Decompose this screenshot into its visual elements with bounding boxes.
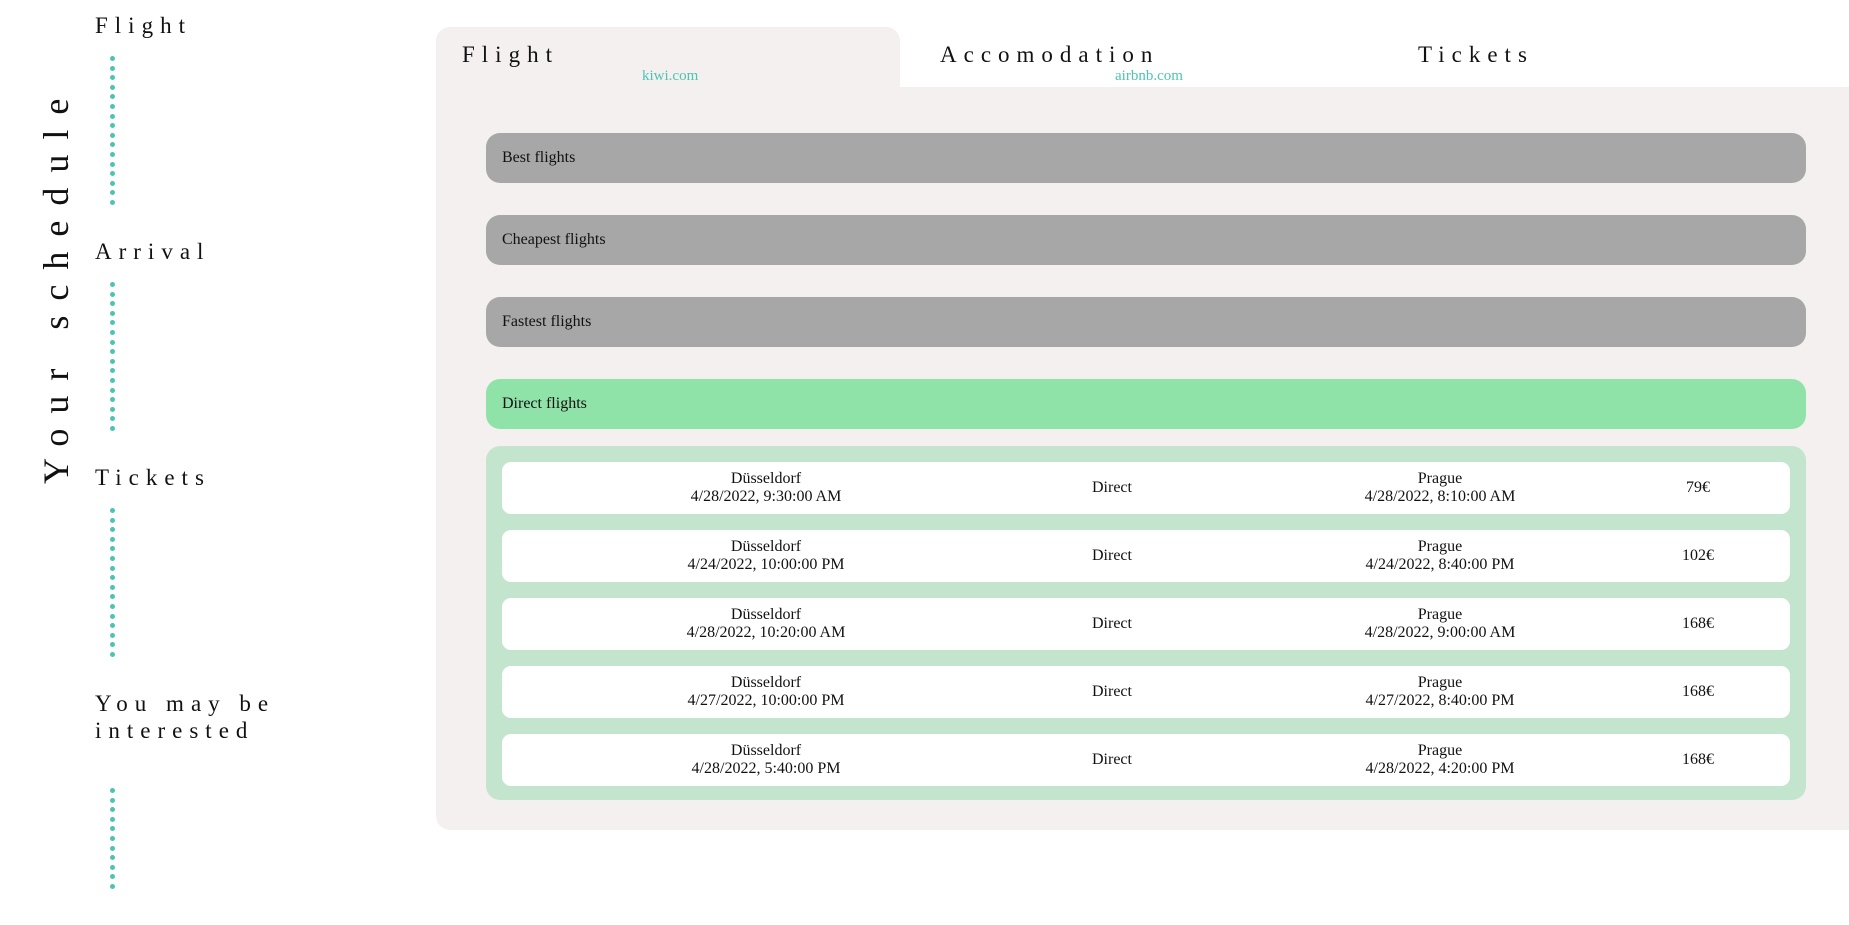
flight-price: 79€ [1686,479,1710,496]
tab-flight-label: Flight [462,42,559,67]
step-flight[interactable]: Flight [95,13,192,38]
timeline-dot [110,585,115,590]
timeline-dot [110,508,115,513]
arrival-time: 4/24/2022, 8:40:00 PM [1365,556,1515,573]
flight-destination [1310,734,1570,786]
timeline-dot [110,846,115,851]
flight-origin [636,734,896,786]
flight-row[interactable] [502,734,1790,786]
tab-flight-provider-link[interactable]: kiwi.com [642,68,699,84]
timeline-dot [110,181,115,186]
flight-price: 168€ [1682,615,1714,632]
filter-cheapest-flights[interactable]: Cheapest flights [486,215,1806,265]
timeline-dots-3 [110,508,116,662]
destination-city: Prague [1417,674,1463,691]
timeline-dot [110,123,115,128]
timeline-dot [110,66,115,71]
timeline-dot [110,566,115,571]
destination-city: Prague [1417,606,1463,623]
arrival-time: 4/27/2022, 8:40:00 PM [1365,692,1515,709]
timeline-dot [110,537,115,542]
origin-city: Düsseldorf [730,470,802,487]
timeline-dot [110,614,115,619]
departure-time: 4/28/2022, 5:40:00 PM [691,760,841,777]
flight-type: Direct [1092,615,1132,632]
timeline-dot [110,114,115,119]
flight-origin [636,530,896,582]
timeline-dot [110,330,115,335]
flight-origin [636,462,896,514]
timeline-dot [110,865,115,870]
timeline-dot [110,171,115,176]
flight-price: 168€ [1682,751,1714,768]
timeline-dots-1 [110,56,116,210]
flight-type: Direct [1092,751,1132,768]
timeline-dot [110,340,115,345]
timeline-dot [110,633,115,638]
timeline-dot [110,874,115,879]
tab-accomodation-provider-link[interactable]: airbnb.com [1115,68,1183,84]
flight-destination [1310,530,1570,582]
flight-price: 168€ [1682,683,1714,700]
timeline-dot [110,546,115,551]
origin-city: Düsseldorf [730,742,802,759]
flight-destination [1310,598,1570,650]
timeline-dot [110,397,115,402]
timeline-dot [110,162,115,167]
filter-best-flights[interactable]: Best flights [486,133,1806,183]
flight-origin [636,598,896,650]
timeline-dot [110,85,115,90]
step-arrival[interactable]: Arrival [95,239,211,264]
flight-row[interactable] [502,598,1790,650]
timeline-dot [110,359,115,364]
timeline-dot [110,292,115,297]
timeline-dot [110,527,115,532]
timeline-dot [110,416,115,421]
timeline-dot [110,556,115,561]
step-tickets[interactable]: Tickets [95,465,211,490]
flight-results-list [486,446,1806,800]
timeline-dot [110,190,115,195]
arrival-time: 4/28/2022, 8:10:00 AM [1364,488,1516,505]
timeline-dot [110,652,115,657]
flight-origin [636,666,896,718]
timeline-dot [110,301,115,306]
schedule-title: Your schedule [36,83,76,484]
timeline-dot [110,311,115,316]
destination-city: Prague [1417,538,1463,555]
timeline-dot [110,56,115,61]
arrival-time: 4/28/2022, 9:00:00 AM [1364,624,1516,641]
timeline-dot [110,807,115,812]
filter-fastest-flights[interactable]: Fastest flights [486,297,1806,347]
filter-direct-flights[interactable]: Direct flights [486,379,1806,429]
flight-destination [1310,462,1570,514]
destination-city: Prague [1417,470,1463,487]
flight-type: Direct [1092,479,1132,496]
departure-time: 4/24/2022, 10:00:00 PM [687,556,845,573]
tab-accomodation-label: Accomodation [940,42,1160,67]
timeline-dot [110,142,115,147]
flight-type: Direct [1092,547,1132,564]
timeline-dot [110,826,115,831]
step-you-may-be-interested[interactable]: You may be interested [95,691,276,743]
timeline-dot [110,152,115,157]
timeline-dots-4 [110,788,116,894]
departure-time: 4/28/2022, 10:20:00 AM [686,624,846,641]
timeline-dot [110,855,115,860]
destination-city: Prague [1417,742,1463,759]
tab-tickets[interactable] [1418,40,1534,70]
timeline-dot [110,133,115,138]
timeline-dot [110,836,115,841]
arrival-time: 4/28/2022, 4:20:00 PM [1365,760,1515,777]
departure-time: 4/28/2022, 9:30:00 AM [690,488,842,505]
origin-city: Düsseldorf [730,538,802,555]
flight-destination [1310,666,1570,718]
timeline-dot [110,798,115,803]
origin-city: Düsseldorf [730,606,802,623]
timeline-dot [110,817,115,822]
flight-row[interactable] [502,530,1790,582]
flight-row[interactable] [502,462,1790,514]
timeline-dot [110,104,115,109]
timeline-dot [110,623,115,628]
tab-accomodation[interactable] [940,40,1183,84]
origin-city: Düsseldorf [730,674,802,691]
timeline-dot [110,604,115,609]
timeline-dot [110,884,115,889]
flight-price: 102€ [1682,547,1714,564]
timeline-dot [110,388,115,393]
timeline-dot [110,788,115,793]
timeline-dot [110,378,115,383]
timeline-dots-2 [110,282,116,436]
timeline-dot [110,518,115,523]
timeline-dot [110,575,115,580]
flight-type: Direct [1092,683,1132,700]
timeline-dot [110,594,115,599]
timeline-dot [110,75,115,80]
timeline-dot [110,320,115,325]
timeline-dot [110,200,115,205]
timeline-dot [110,426,115,431]
timeline-dot [110,94,115,99]
tab-flight[interactable] [462,40,699,84]
timeline-dot [110,349,115,354]
timeline-dot [110,368,115,373]
flight-row[interactable] [502,666,1790,718]
timeline-dot [110,642,115,647]
tab-tickets-label: Tickets [1418,42,1534,67]
timeline-dot [110,282,115,287]
timeline-dot [110,407,115,412]
departure-time: 4/27/2022, 10:00:00 PM [687,692,845,709]
